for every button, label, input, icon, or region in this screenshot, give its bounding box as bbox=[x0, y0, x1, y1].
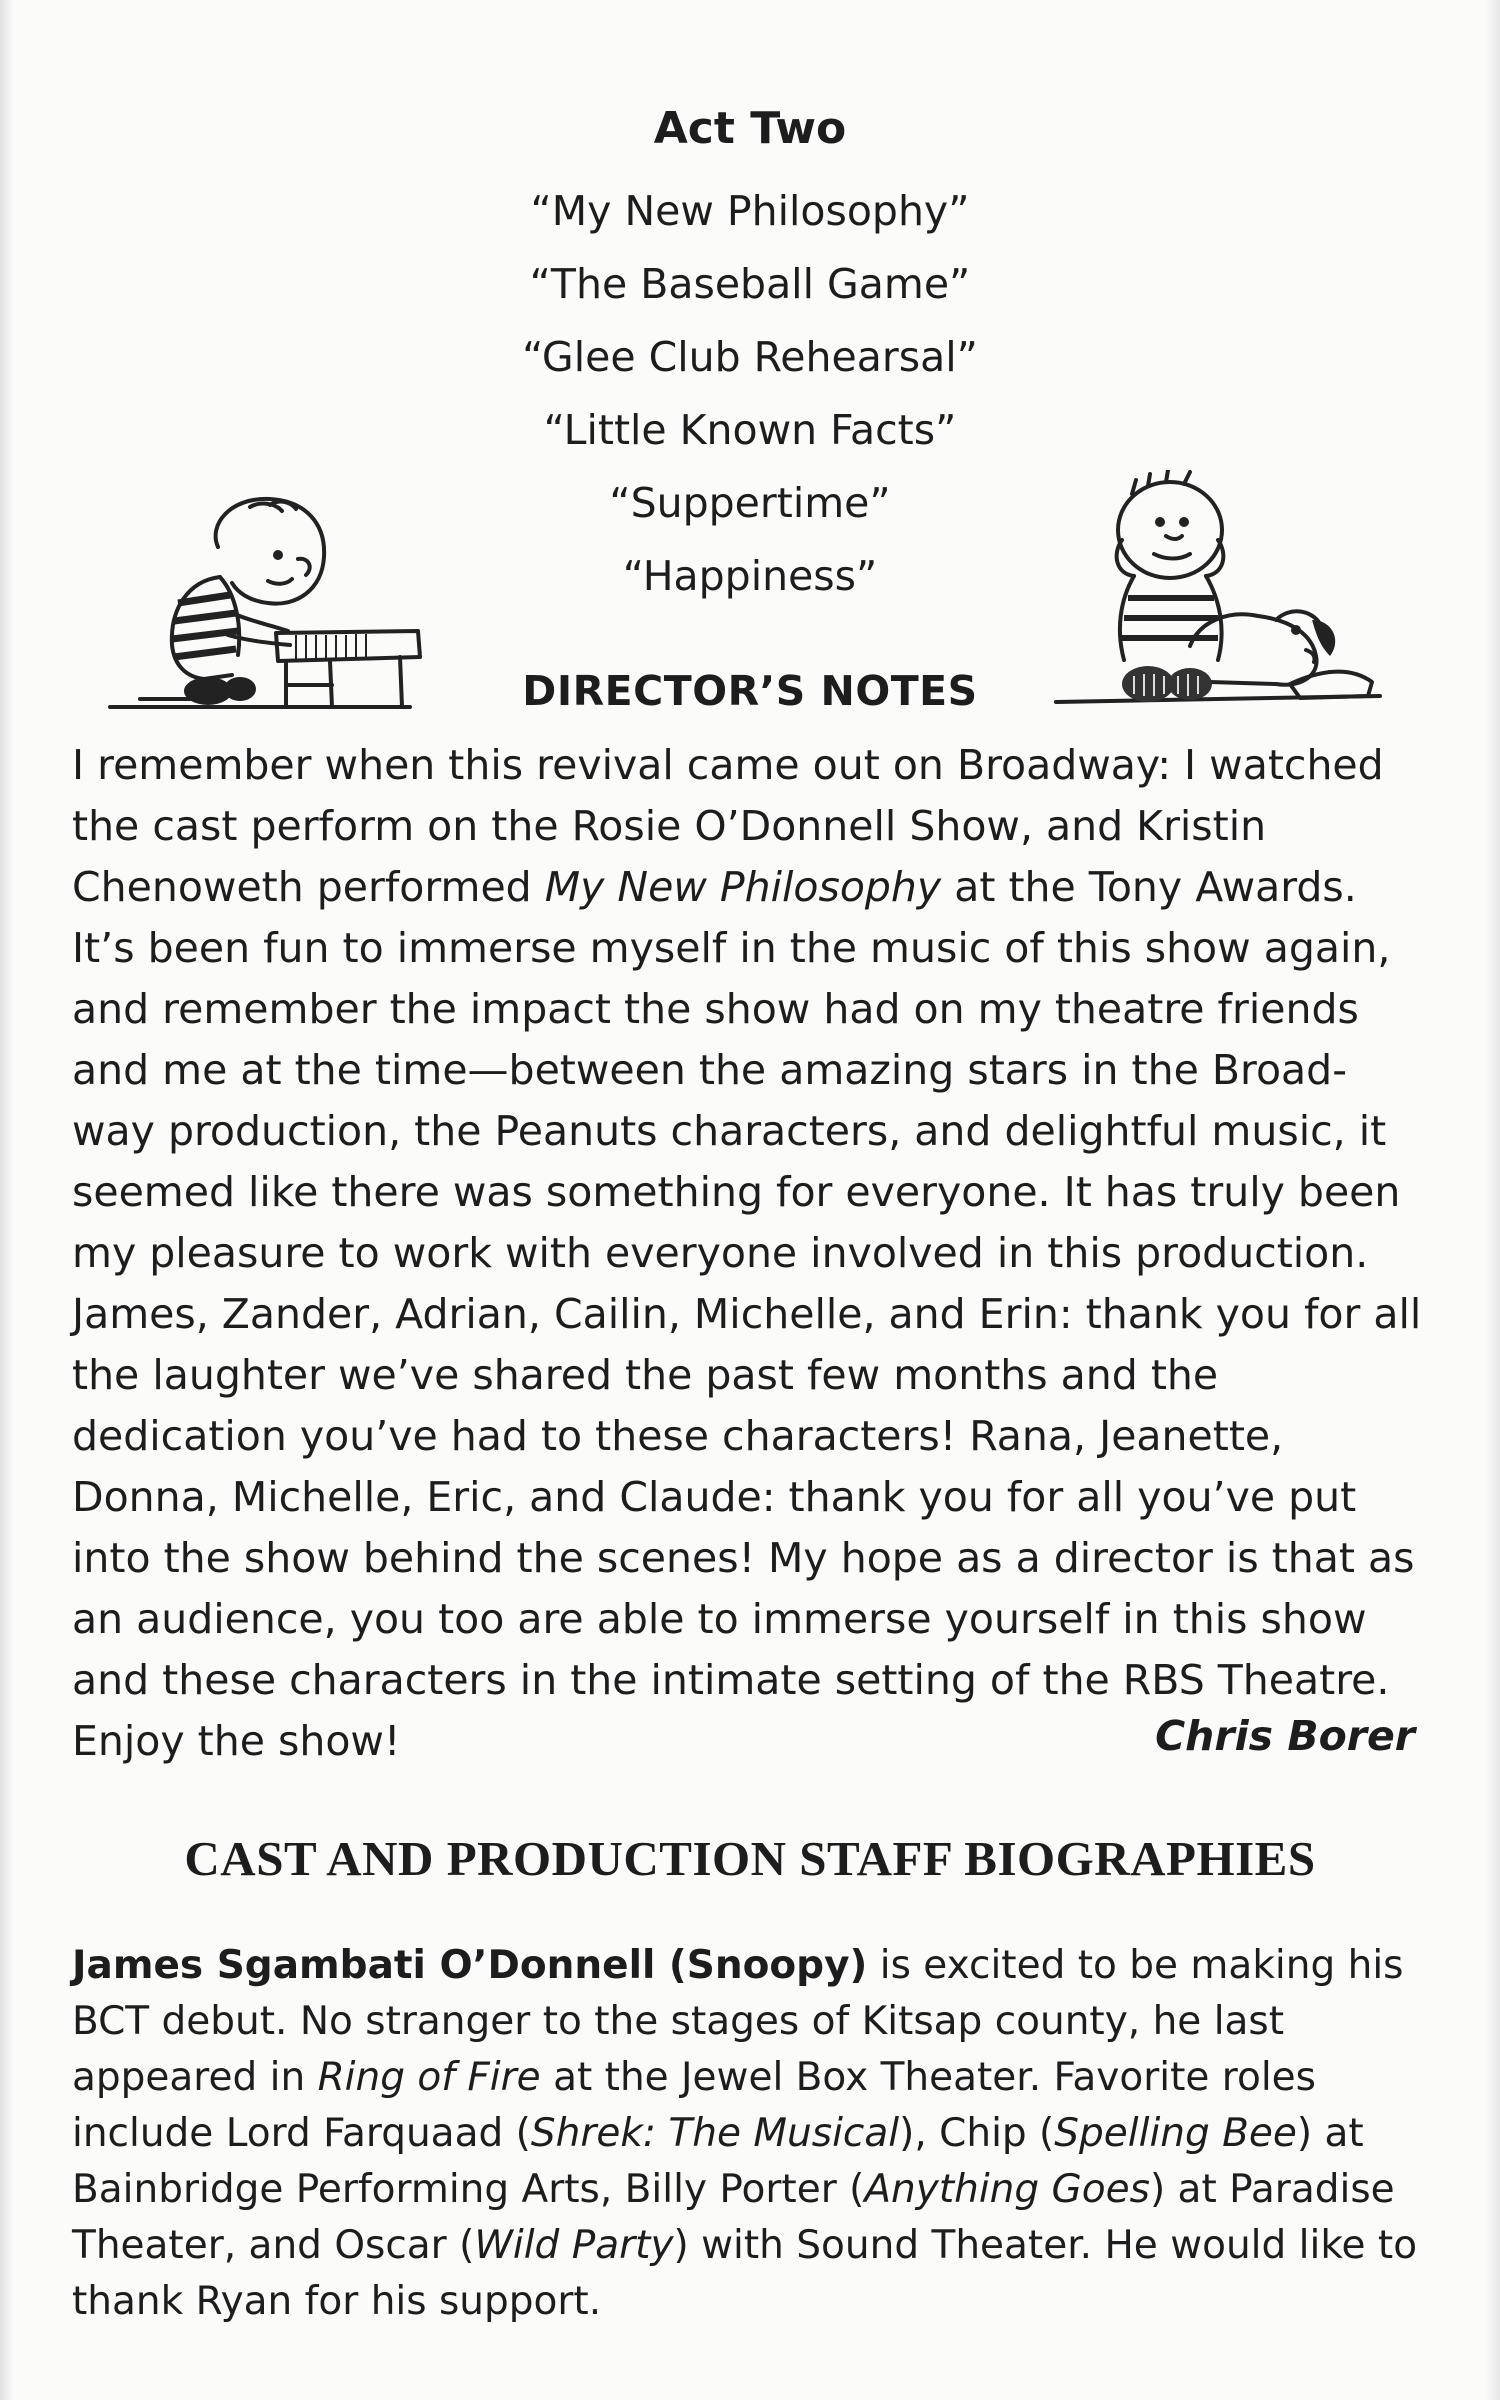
bio-show-title: Shrek: The Musical bbox=[530, 2111, 900, 2156]
act-title: Act Two bbox=[653, 103, 847, 154]
bio-text: at the Jewel Box Theater. Favorite roles include Lord Farquaad ( bbox=[72, 2055, 1316, 2156]
song-item: “Suppertime” bbox=[609, 479, 891, 527]
bio-text: ) at Bainbridge Performing Arts, Billy Porter ( bbox=[72, 2111, 1364, 2212]
bio-text: ) with Sound Theater. He would like to thank Ryan for his support. bbox=[72, 2223, 1418, 2324]
director-signature: Chris Borer bbox=[1155, 1712, 1415, 1760]
song-item: “The Baseball Game” bbox=[529, 260, 971, 308]
notes-text: at the Tony Awards. It’s been fun to immerse myself in the music of this show again, and remember the impact the show had on my theatre friends and me at the time—between the amazing stars in the Broad-way production, the Peanuts characters, and delightful music, it seemed like there was something for everyone. It has truly been my pleasure to work with everyone involved in this production. James, Zander, Adrian, Cailin, Michelle, and Erin: thank you for all the laughter we’ve shared the past few months and the dedication you’ve had to these characters! Rana, Jeanette, Donna, Michelle, Eric, and Claude: thank you for all you’ve put into the show behind the scenes! My hope as a director is that as an audience, you too are able to immerse yourself in this show and these characters in the intimate setting of the RBS Theatre. Enjoy the show! bbox=[72, 863, 1422, 1765]
directors-notes-body bbox=[72, 735, 1427, 1772]
song-item: “Little Known Facts” bbox=[543, 406, 957, 454]
notes-text: I remember when this revival came out on Broadway: I watched the cast perform on the Rosie O’Donnell Show, and Kristin Chenoweth performed bbox=[72, 741, 1384, 911]
song-item: “Happiness” bbox=[622, 552, 878, 600]
bio-paragraph bbox=[72, 1938, 1427, 2330]
bio-show-title: Wild Party bbox=[474, 2223, 674, 2268]
bio-show-title: Spelling Bee bbox=[1054, 2111, 1297, 2156]
song-item: “My New Philosophy” bbox=[530, 187, 970, 235]
cast-heading: CAST AND PRODUCTION STAFF BIOGRAPHIES bbox=[184, 1831, 1316, 1886]
bio-text: ) at Paradise Theater, and Oscar ( bbox=[72, 2167, 1395, 2268]
song-item: “Glee Club Rehearsal” bbox=[522, 333, 978, 381]
bio-show-title: Anything Goes bbox=[864, 2167, 1150, 2212]
bio-text: is excited to be making his BCT debut. No stranger to the stages of Kitsap county, he last appeared in bbox=[72, 1943, 1404, 2100]
bio-show-title: Ring of Fire bbox=[317, 2055, 541, 2100]
directors-notes-heading: DIRECTOR’S NOTES bbox=[522, 667, 978, 715]
show-title: My New Philosophy bbox=[544, 863, 942, 911]
bio-name: James Sgambati O’Donnell (Snoopy) bbox=[72, 1943, 868, 1988]
bio-text: ), Chip ( bbox=[899, 2111, 1055, 2156]
